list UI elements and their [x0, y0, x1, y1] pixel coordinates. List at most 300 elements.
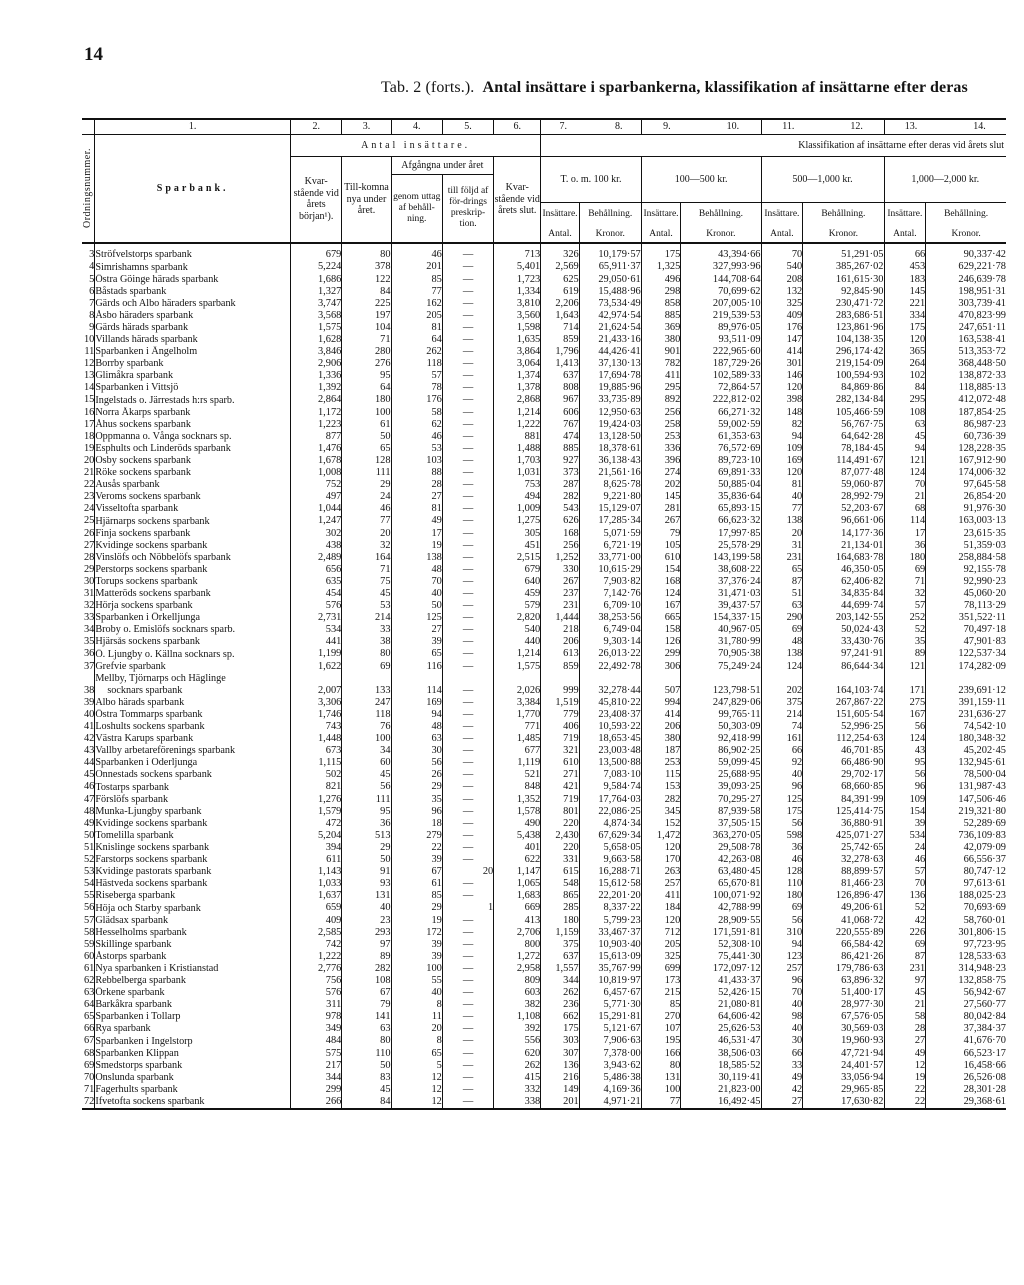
cell-c5: —	[442, 1060, 493, 1072]
cell-c4: 12	[391, 1096, 442, 1109]
cell-c7: 218	[541, 624, 579, 636]
cell-c14: 303,739·41	[926, 298, 1006, 310]
cell-c11: 87	[761, 576, 803, 588]
cell-c8: 12,950·63	[579, 407, 641, 419]
table-row	[82, 395, 1006, 407]
cell-c12: 92,845·90	[803, 286, 884, 298]
cell-c8: 17,694·78	[579, 370, 641, 382]
cell-c4: 64	[391, 334, 442, 346]
cell-c5: —	[442, 600, 493, 612]
cell-c13: 71	[884, 576, 926, 588]
cell-c6: 440	[494, 637, 541, 649]
cell-c10: 50,303·09	[681, 721, 761, 733]
cell-c2: 1,008	[291, 467, 342, 479]
row-number: 29	[83, 563, 95, 575]
row-number: 55	[83, 890, 95, 902]
table-row	[82, 685, 1006, 697]
cell-c7: 1,643	[541, 310, 579, 322]
cell-c13: 252	[884, 612, 926, 624]
cell-c3: 76	[342, 721, 391, 733]
cell-c13: 175	[884, 322, 926, 334]
cell-c6: 2,820	[494, 612, 541, 624]
cell-c14: 45,202·45	[926, 745, 1006, 757]
cell-c6: 1,598	[494, 322, 541, 334]
cell-c11: 540	[761, 262, 803, 274]
cell-c8: 6,749·04	[579, 624, 641, 636]
cell-c5: —	[442, 1048, 493, 1060]
cell-c4: 96	[391, 806, 442, 818]
cell-c2: 656	[291, 564, 342, 576]
cell-c14: 122,537·34	[926, 649, 1006, 661]
cell-c14: 80,747·12	[926, 866, 1006, 878]
cell-c4: 118	[391, 358, 442, 370]
cell-c7: 1,252	[541, 552, 579, 564]
cell-c3: 67	[342, 987, 391, 999]
cell-c10: 50,885·04	[681, 479, 761, 491]
table-row	[82, 564, 1006, 576]
cell-c6: 3,064	[494, 358, 541, 370]
cell-c7: 285	[541, 903, 579, 915]
cell-c11: 375	[761, 697, 803, 709]
cell-c6: 1,272	[494, 951, 541, 963]
cell-c6: 332	[494, 1084, 541, 1096]
cell-c2: 756	[291, 975, 342, 987]
cell-c9: 414	[641, 709, 681, 721]
cell-c2: 1,678	[291, 455, 342, 467]
cell-c9: 345	[641, 806, 681, 818]
cell-c14: 412,072·48	[926, 395, 1006, 407]
cell-c12: 46,350·05	[803, 564, 884, 576]
cell-c2: 978	[291, 1011, 342, 1023]
cell-c2: 472	[291, 818, 342, 830]
cell-c4: 57	[391, 370, 442, 382]
cell-c3: 513	[342, 830, 391, 842]
cell-c4: 39	[391, 637, 442, 649]
cell-c3: 378	[342, 262, 391, 274]
cell-c11: 125	[761, 794, 803, 806]
row-number: 46	[83, 781, 95, 793]
cell-c8: 7,142·76	[579, 588, 641, 600]
cell-c6: 1,065	[494, 878, 541, 890]
cell-c3: 100	[342, 407, 391, 419]
table-row	[82, 1048, 1006, 1060]
cell-c11: 49	[761, 1072, 803, 1084]
row-number: 7	[89, 297, 95, 309]
table-row	[82, 939, 1006, 951]
cell-c11: 82	[761, 419, 803, 431]
cell-c12: 33,056·94	[803, 1072, 884, 1084]
sparbank-name: Ingelstads o. Järrestads h:rs sparb.	[95, 395, 291, 407]
cell-c2: 1,686	[291, 274, 342, 286]
cell-c13: 534	[884, 830, 926, 842]
cell-c5	[442, 673, 493, 685]
cell-c10: 46,531·47	[681, 1036, 761, 1048]
cell-c3: 214	[342, 612, 391, 624]
cell-c6: 1,334	[494, 286, 541, 298]
cell-c12: 41,068·72	[803, 915, 884, 927]
cell-c13: 21	[884, 999, 926, 1011]
cell-c11: 128	[761, 866, 803, 878]
cell-c8: 13,500·88	[579, 757, 641, 769]
cell-c7: 220	[541, 818, 579, 830]
cell-c9: 507	[641, 685, 681, 697]
sparbank-name: Ifvetofta sockens sparbank	[95, 1096, 291, 1109]
cell-c12: 105,466·59	[803, 407, 884, 419]
sparbank-name: Vallby arbetareförenings sparbank	[95, 745, 291, 757]
cell-c7: 626	[541, 516, 579, 528]
table-row	[82, 842, 1006, 854]
cell-c4: 39	[391, 854, 442, 866]
cell-c11: 42	[761, 1084, 803, 1096]
cell-c9: 274	[641, 467, 681, 479]
cell-c11: 214	[761, 709, 803, 721]
cell-c12: 32,278·63	[803, 854, 884, 866]
cell-c10: 25,578·29	[681, 540, 761, 552]
cell-c10: 59,002·59	[681, 419, 761, 431]
cell-c8: 37,130·13	[579, 358, 641, 370]
cell-c2: 1,247	[291, 516, 342, 528]
cell-c2: 299	[291, 1084, 342, 1096]
cell-c6: 5,401	[494, 262, 541, 274]
cell-c10: 70,699·62	[681, 286, 761, 298]
cell-c10: 172,097·12	[681, 963, 761, 975]
cell-c7: 168	[541, 528, 579, 540]
cell-c14: 301,806·15	[926, 927, 1006, 939]
cell-c12: 25,742·65	[803, 842, 884, 854]
cell-c6: 2,026	[494, 685, 541, 697]
cell-c12: 52,996·25	[803, 721, 884, 733]
cell-c12: 164,683·78	[803, 552, 884, 564]
cell-c9: 107	[641, 1024, 681, 1036]
row-number: 45	[83, 769, 95, 781]
cell-c7: 719	[541, 733, 579, 745]
cell-c12: 96,661·06	[803, 516, 884, 528]
cell-c9: 712	[641, 927, 681, 939]
cell-c3: 280	[342, 346, 391, 358]
cell-c14: 70,693·69	[926, 903, 1006, 915]
cell-c6: 556	[494, 1036, 541, 1048]
cell-c12: 51,400·17	[803, 987, 884, 999]
cell-c14: 132,858·75	[926, 975, 1006, 987]
cell-c8: 17,764·03	[579, 794, 641, 806]
cell-c10: 99,765·11	[681, 709, 761, 721]
cell-c9: 167	[641, 600, 681, 612]
cell-c10: 75,249·24	[681, 661, 761, 673]
cell-c13: 45	[884, 431, 926, 443]
cell-c6: 2,706	[494, 927, 541, 939]
cell-c10: 102,589·33	[681, 370, 761, 382]
cell-c11: 40	[761, 999, 803, 1011]
cell-c10: 247,829·06	[681, 697, 761, 709]
cell-c7: 2,206	[541, 298, 579, 310]
cell-c6: 771	[494, 721, 541, 733]
cell-c14: 128,533·63	[926, 951, 1006, 963]
row-number: 27	[83, 539, 95, 551]
cell-c13: 109	[884, 794, 926, 806]
cell-c11: 325	[761, 298, 803, 310]
cell-c10: 25,688·95	[681, 770, 761, 782]
cell-c2: 217	[291, 1060, 342, 1072]
cell-c14: 51,359·03	[926, 540, 1006, 552]
cell-c13: 70	[884, 878, 926, 890]
cell-c2: 484	[291, 1036, 342, 1048]
sparbank-name: Perstorps sockens sparbank	[95, 564, 291, 576]
cell-c11: 290	[761, 612, 803, 624]
row-number: 18	[83, 430, 95, 442]
cell-c13: 167	[884, 709, 926, 721]
cell-c7: 610	[541, 757, 579, 769]
cell-c5: —	[442, 637, 493, 649]
cell-c12: 97,241·91	[803, 649, 884, 661]
cell-c4: 201	[391, 262, 442, 274]
cell-c9: 153	[641, 782, 681, 794]
cell-c7: 262	[541, 987, 579, 999]
sparbank-name: Kvidinge sockens sparbank	[95, 540, 291, 552]
cell-c8: 7,083·10	[579, 770, 641, 782]
cell-c11: 81	[761, 479, 803, 491]
cell-c14: 86,987·23	[926, 419, 1006, 431]
kronor-unit: Kronor.	[926, 227, 1006, 243]
sparbank-name: Tostarps sparbank	[95, 782, 291, 794]
cell-c4: 205	[391, 310, 442, 322]
cell-c13: 154	[884, 806, 926, 818]
cell-c11: 146	[761, 370, 803, 382]
cell-c6: 3,384	[494, 697, 541, 709]
cell-c4: 88	[391, 467, 442, 479]
cell-c6: 1,119	[494, 757, 541, 769]
cell-c6: 809	[494, 975, 541, 987]
cell-c5: —	[442, 419, 493, 431]
cell-c11: 257	[761, 963, 803, 975]
cell-c8: 65,911·37	[579, 262, 641, 274]
cell-c3: 77	[342, 516, 391, 528]
cell-c10: 29,508·78	[681, 842, 761, 854]
row-number: 8	[89, 309, 95, 321]
cell-c11	[761, 673, 803, 685]
cell-c3: 276	[342, 358, 391, 370]
cell-c7: 421	[541, 782, 579, 794]
cell-c6: 713	[494, 243, 541, 262]
cell-c4: 48	[391, 721, 442, 733]
cell-c13: 56	[884, 770, 926, 782]
cell-c7: 548	[541, 878, 579, 890]
cell-c6: 848	[494, 782, 541, 794]
cell-c2: 1,044	[291, 503, 342, 515]
cell-c7: 1,159	[541, 927, 579, 939]
cell-c14: 66,556·37	[926, 854, 1006, 866]
cell-c11: 92	[761, 757, 803, 769]
cell-c2: 1,223	[291, 419, 342, 431]
cell-c2: 659	[291, 903, 342, 915]
cell-c7: 307	[541, 1048, 579, 1060]
cell-c2: 454	[291, 588, 342, 600]
cell-c4: 20	[391, 1024, 442, 1036]
sparbank-name: Esphults och Linderöds sparbank	[95, 443, 291, 455]
cell-c4: 8	[391, 1036, 442, 1048]
cell-c2: 2,776	[291, 963, 342, 975]
cell-c7: 326	[541, 243, 579, 262]
table-row	[82, 745, 1006, 757]
cell-c11: 138	[761, 516, 803, 528]
cell-c2: 673	[291, 745, 342, 757]
table-row	[82, 528, 1006, 540]
cell-c10: 31,471·03	[681, 588, 761, 600]
table-row	[82, 878, 1006, 890]
cell-c12: 230,471·72	[803, 298, 884, 310]
sparbank-name: Hjärsås sockens sparbank	[95, 637, 291, 649]
cell-c6: 451	[494, 540, 541, 552]
row-number: 72	[82, 1096, 95, 1109]
cell-c4: 11	[391, 1011, 442, 1023]
cell-c5: —	[442, 854, 493, 866]
behallning-header: Behållning.	[926, 203, 1006, 227]
cell-c10: 100,071·92	[681, 890, 761, 902]
cell-c6: 415	[494, 1072, 541, 1084]
cell-c7: 625	[541, 274, 579, 286]
cell-c8: 26,013·22	[579, 649, 641, 661]
cell-c13: 56	[884, 721, 926, 733]
cell-c5: —	[442, 721, 493, 733]
cell-c4: 58	[391, 407, 442, 419]
cell-c3: 118	[342, 709, 391, 721]
table-row	[82, 987, 1006, 999]
cell-c9: 665	[641, 612, 681, 624]
cell-c6: 677	[494, 745, 541, 757]
antal-unit: Antal.	[884, 227, 926, 243]
cell-c2: 821	[291, 782, 342, 794]
cell-c9: 892	[641, 395, 681, 407]
cell-c9: 336	[641, 443, 681, 455]
cell-c11: 94	[761, 939, 803, 951]
table-row	[82, 516, 1006, 528]
sparbank-name: Röke sockens sparbank	[95, 467, 291, 479]
sparbank-name: Mellby, Tjörnarps och Häglinge	[95, 673, 291, 685]
table-label: Tab. 2 (forts.).	[381, 79, 475, 96]
cell-c14: 736,109·83	[926, 830, 1006, 842]
cell-c12: 104,138·35	[803, 334, 884, 346]
row-number: 36	[83, 648, 95, 660]
cell-c3: 131	[342, 890, 391, 902]
cell-c11: 120	[761, 467, 803, 479]
table-row	[82, 818, 1006, 830]
cell-c13: 124	[884, 467, 926, 479]
cell-c10: 222,812·02	[681, 395, 761, 407]
sparbank-name: Höja och Starby sparbank	[95, 903, 291, 915]
cell-c9: 994	[641, 697, 681, 709]
cell-c3: 108	[342, 975, 391, 987]
cell-c14: 97,723·95	[926, 939, 1006, 951]
sparbank-name: Fagerhults sparbank	[95, 1084, 291, 1096]
cell-c3: 29	[342, 842, 391, 854]
cell-c8: 7,903·82	[579, 576, 641, 588]
sparbank-name: Visseltofta sparbank	[95, 503, 291, 515]
cell-c8: 5,658·05	[579, 842, 641, 854]
cell-c3: 79	[342, 999, 391, 1011]
cell-c6: 262	[494, 1060, 541, 1072]
cell-c11: 208	[761, 274, 803, 286]
cell-c9: 85	[641, 999, 681, 1011]
cell-c14: 37,384·37	[926, 1024, 1006, 1036]
cell-c14: 80,042·84	[926, 1011, 1006, 1023]
cell-c11: 20	[761, 528, 803, 540]
cell-c13: 68	[884, 503, 926, 515]
cell-c7: 236	[541, 999, 579, 1011]
ordningsnummer-header: Ordningsnummer.	[82, 135, 95, 243]
cell-c8: 9,221·80	[579, 491, 641, 503]
row-number: 28	[83, 551, 95, 563]
cell-c12: 66,584·42	[803, 939, 884, 951]
cell-c8: 29,050·61	[579, 274, 641, 286]
cell-c2: 438	[291, 540, 342, 552]
cell-c12: 28,977·30	[803, 999, 884, 1011]
cell-c4: 18	[391, 818, 442, 830]
cell-c9: 131	[641, 1072, 681, 1084]
row-number: 32	[83, 600, 95, 612]
row-number: 57	[83, 914, 95, 926]
cell-c13: 19	[884, 1072, 926, 1084]
cell-c5: —	[442, 757, 493, 769]
cell-c7: 282	[541, 491, 579, 503]
cell-c8: 19,424·03	[579, 419, 641, 431]
cell-c5: —	[442, 346, 493, 358]
cell-c5: —	[442, 1072, 493, 1084]
cell-c14: 231,636·27	[926, 709, 1006, 721]
cell-c6: 603	[494, 987, 541, 999]
sparbank-name: Borrby sparbank	[95, 358, 291, 370]
cell-c7: 615	[541, 866, 579, 878]
cell-c9: 1,325	[641, 262, 681, 274]
sparbank-name: Hesselholms sparbank	[95, 927, 291, 939]
cell-c12: 52,203·67	[803, 503, 884, 515]
row-number: 47	[83, 793, 95, 805]
cell-c11: 398	[761, 395, 803, 407]
sparbank-name: Hjärnarps sockens sparbank	[95, 516, 291, 528]
cell-c11: 77	[761, 503, 803, 515]
cell-c5: —	[442, 612, 493, 624]
cell-c13: 12	[884, 1060, 926, 1072]
cell-c3: 100	[342, 733, 391, 745]
cell-c2: 1,115	[291, 757, 342, 769]
cell-c5: —	[442, 745, 493, 757]
cell-c13: 295	[884, 395, 926, 407]
table-row	[82, 491, 1006, 503]
cell-c12: 51,291·05	[803, 243, 884, 262]
cell-c2: 1,575	[291, 322, 342, 334]
cell-c5: —	[442, 685, 493, 697]
cell-c2: 1,222	[291, 951, 342, 963]
cell-c9: 782	[641, 358, 681, 370]
cell-c12: 49,206·61	[803, 903, 884, 915]
cell-c3: 80	[342, 1036, 391, 1048]
cell-c9: 270	[641, 1011, 681, 1023]
cell-c6: 2,515	[494, 552, 541, 564]
cell-c7: 287	[541, 479, 579, 491]
cell-c2: 1,327	[291, 286, 342, 298]
cell-c4: 40	[391, 588, 442, 600]
cell-c13: 52	[884, 624, 926, 636]
cell-c11: 66	[761, 1048, 803, 1060]
cell-c5: —	[442, 842, 493, 854]
cell-c9: 154	[641, 564, 681, 576]
cell-c3: 84	[342, 286, 391, 298]
row-number	[82, 673, 95, 685]
cell-c2: 497	[291, 491, 342, 503]
row-number: 31	[83, 588, 95, 599]
cell-c12: 14,177·36	[803, 528, 884, 540]
cell-c7: 271	[541, 770, 579, 782]
cell-c11: 176	[761, 322, 803, 334]
cell-c4: 65	[391, 649, 442, 661]
